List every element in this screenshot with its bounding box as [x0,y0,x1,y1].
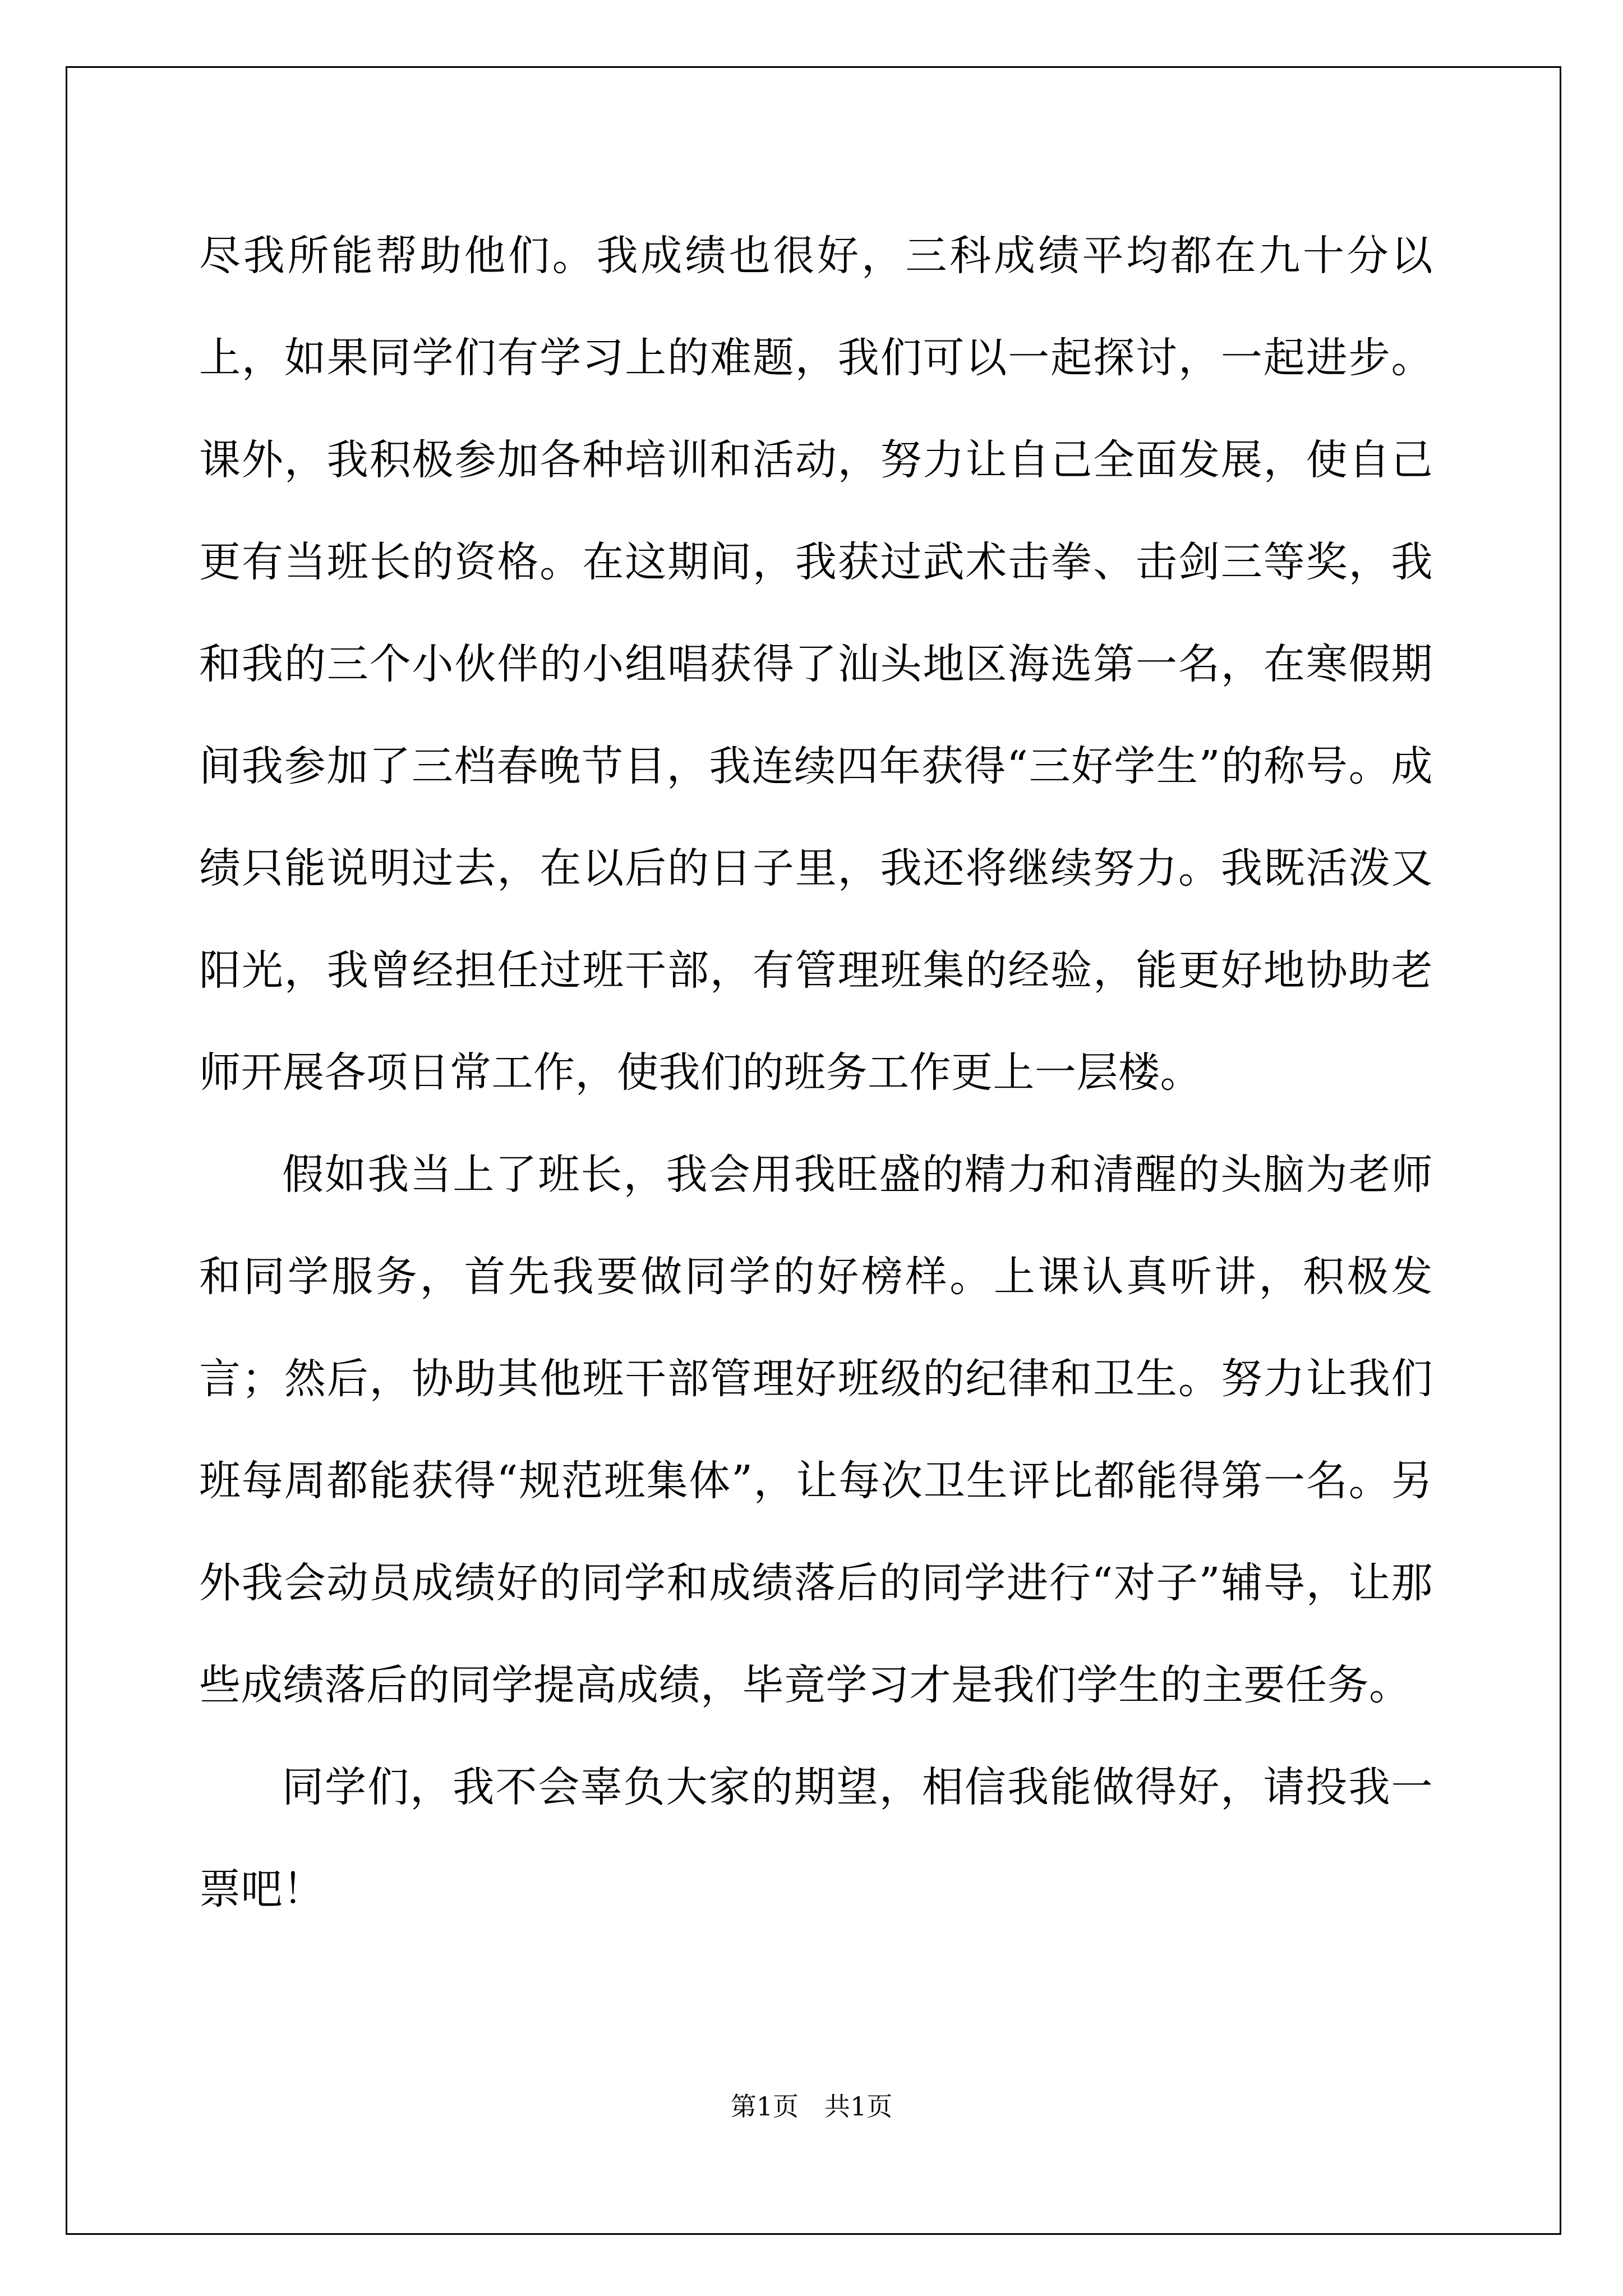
paragraph-3: 同学们，我不会辜负大家的期望，相信我能做得好，请投我一票吧！ [199,1763,1433,1913]
page-footer: 第1页 共1页 [730,2091,893,2122]
paragraph-2: 假如我当上了班长，我会用我旺盛的精力和清醒的头脑为老师和同学服务，首先我要做同学的好榜样。上课认真听讲，积极发言；然后，协助其他班干部管理好班级的纪律和卫生。努力让我们班每周都能获得“规范班集体”，让每次卫生评比都能得第一名。另外我会动员成绩好的同学和成绩落后的同学进行“对子”辅导，让那些成绩落后的同学提高成绩，毕竟学习才是我们学生的主要任务。 [199,1151,1433,1709]
document-body [199,205,1433,1940]
paragraph-1: 尽我所能帮助他们。我成绩也很好，三科成绩平均都在九十分以上，如果同学们有学习上的难题，我们可以一起探讨，一起进步。课外，我积极参加各种培训和活动，努力让自己全面发展，使自己更有当班长的资格。在这期间，我获过武术击拳、击剑三等奖，我和我的三个小伙伴的小组唱获得了汕头地区海选第一名，在寒假期间我参加了三档春晚节目，我连续四年获得“三好学生”的称号。成绩只能说明过去，在以后的日子里，我还将继续努力。我既活泼又阳光，我曾经担任过班干部，有管理班集的经验，能更好地协助老师开展各项日常工作，使我们的班务工作更上一层楼。 [199,232,1433,1097]
